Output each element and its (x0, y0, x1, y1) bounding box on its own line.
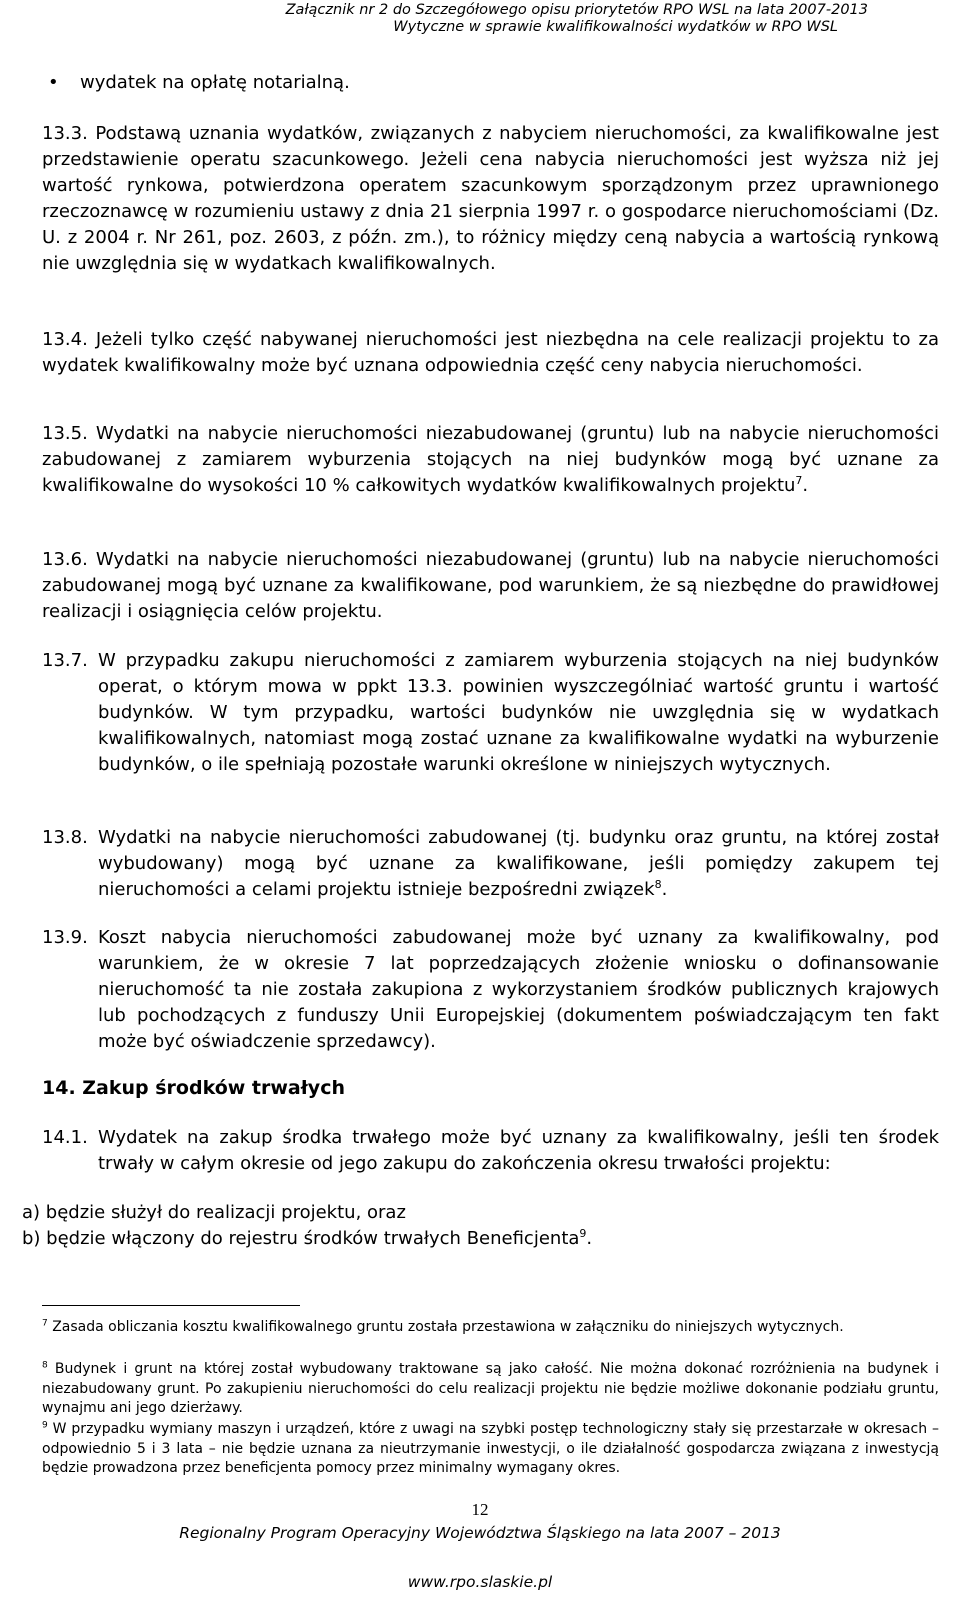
footnote-ref-9[interactable]: 9 (579, 1227, 587, 1240)
footnote-number: 7 (42, 1318, 48, 1329)
footnote-ref-7[interactable]: 7 (795, 474, 803, 487)
footnote-7 (42, 1318, 939, 1338)
section-end: . (661, 879, 668, 900)
footnote-separator (42, 1305, 300, 1306)
section-body-wrap (98, 825, 939, 903)
section-number: 13.4. (42, 329, 88, 350)
section-13-4-text (42, 327, 939, 379)
section-body: Wydatek na zakup środka trwałego może być uznany za kwalifikowalny, jeśli ten środek trwały w całym okresie od jego zakupu do zakończenia okresu trwałości projektu: (98, 1127, 939, 1174)
section-end: . (802, 475, 809, 496)
footnote-number: 9 (42, 1420, 48, 1431)
section-body: Wydatki na nabycie nieruchomości zabudowanej (tj. budynku oraz gruntu, na której został wybudowany) mogą być uznane za kwalifikowane, jeśli pomiędzy zakupem tej nieruchomości a celami projektu istnieje bezpośredni związek (98, 827, 939, 900)
footnote-text: W przypadku wymiany maszyn i urządzeń, które z uwagi na szybki postęp technologiczny stały się przestarzałe w okresach – odpowiednio 5 i 3 lata – nie będzie uznana za nieutrzymanie inwestycji, o ile działalność gospodarcza związana z inwestycją będzie prowadzona przez beneficjenta pomocy przez minimalny wymagany okres. (42, 1421, 939, 1476)
list-item-end: . (586, 1228, 593, 1249)
section-number: 13.3. (42, 123, 88, 144)
footer-url[interactable]: www.rpo.slaskie.pl (407, 1573, 553, 1591)
footer-program-title: Regionalny Program Operacyjny Województwa Śląskiego na lata 2007 – 2013 (179, 1524, 781, 1542)
footnote-ref-8[interactable]: 8 (654, 878, 662, 891)
header-line-1: Załącznik nr 2 do Szczegółowego opisu priorytetów RPO WSL na lata 2007-2013 (285, 2, 868, 18)
section-body: Wydatki na nabycie nieruchomości niezabudowanej (gruntu) lub na nabycie nieruchomości zabudowanej z zamiarem wyburzenia stojących na niej budynków mogą być uznane za kwalifikowalne do wysokości 10 % całkowitych wydatków kwalifikowalnych projektu (42, 423, 939, 496)
footnote-text: Budynek i grunt na której został wybudowany traktowane są jako całość. Nie można dokonać rozróżnienia na budynek i niezabudowany grunt. Po zakupieniu nieruchomości do celu realizacji projektu nie będzie możliwe dokonanie podziału gruntu, wynajmu ani jego dzierżawy. (42, 1361, 939, 1416)
section-body: Wydatki na nabycie nieruchomości niezabudowanej (gruntu) lub na nabycie nieruchomości zabudowanej mogą być uznane za kwalifikowane, pod warunkiem, że są niezbędne do prawidłowej realizacji i osiągnięcia celów projektu. (42, 549, 939, 622)
chapter-heading: 14. Zakup środków trwałych (42, 1077, 345, 1099)
section-13-5-text (42, 421, 939, 499)
section-13-6-text (42, 547, 939, 625)
section-number: 13.7. (42, 650, 88, 671)
list-item-b (22, 1226, 919, 1252)
list-item-b-text: b) będzie włączony do rejestru środków trwałych Beneficjenta (22, 1228, 580, 1249)
footnote-8 (42, 1360, 939, 1419)
list-item-a (22, 1200, 919, 1226)
section-number: 13.9. (42, 927, 88, 948)
bullet-text: wydatek na opłatę notarialną. (80, 72, 350, 93)
section-body: Jeżeli tylko część nabywanej nieruchomości jest niezbędna na cele realizacji projektu to za wydatek kwalifikowalny może być uznana odpowiednia część ceny nabycia nieruchomości. (42, 329, 939, 376)
footnote-number: 8 (42, 1360, 48, 1371)
page-number: 12 (471, 1500, 489, 1519)
bullet-icon: • (48, 72, 59, 93)
footnote-text: Zasada obliczania kosztu kwalifikowalnego gruntu została przestawiona w załączniku do niniejszych wytycznych. (52, 1319, 844, 1335)
footnote-9 (42, 1420, 939, 1479)
section-body: W przypadku zakupu nieruchomości z zamiarem wyburzenia stojących na niej budynków operat, o którym mowa w ppkt 13.3. powinien wyszczególniać wartość gruntu i wartość budynków. W tym przypadku, wartości budynków nie uwzględnia się w wydatkach kwalifikowalnych, natomiast mogą zostać uznane za kwalifikowalne wydatki na wyburzenie budynków, o ile spełniają pozostałe warunki określone w niniejszych wytycznych. (98, 650, 939, 775)
section-number: 14.1. (42, 1127, 88, 1148)
section-body: Koszt nabycia nieruchomości zabudowanej może być uznany za kwalifikowalny, pod warunkiem, że w okresie 7 lat poprzedzających złożenie wniosku o dofinansowanie nieruchomość ta nie została zakupiona z wykorzystaniem środków publicznych krajowych lub pochodzących z funduszy Unii Europejskiej (dokumentem poświadczającym ten fakt może być oświadczenie sprzedawcy). (98, 927, 939, 1052)
section-number: 13.6. (42, 549, 88, 570)
section-13-3-text (42, 121, 939, 277)
section-number: 13.5. (42, 423, 88, 444)
section-number: 13.8. (42, 827, 88, 848)
header-line-2: Wytyczne w sprawie kwalifikowalności wydatków w RPO WSL (393, 19, 838, 35)
section-body: Podstawą uznania wydatków, związanych z nabyciem nieruchomości, za kwalifikowalne jest przedstawienie operatu szacunkowego. Jeżeli cena nabycia nieruchomości jest wyższa niż jej wartość rynkowa, potwierdzona operatem szacunkowym sporządzonym przez uprawnionego rzeczoznawcę w rozumieniu ustawy z dnia 21 sierpnia 1997 r. o gospodarce nieruchomościami (Dz. U. z 2004 r. Nr 261, poz. 2603, z późn. zm.), to różnicy między ceną nabycia a wartością rynkową nie uwzględnia się w wydatkach kwalifikowalnych. (42, 123, 939, 274)
list-item-a-text: a) będzie służył do realizacji projektu, oraz (22, 1202, 406, 1223)
